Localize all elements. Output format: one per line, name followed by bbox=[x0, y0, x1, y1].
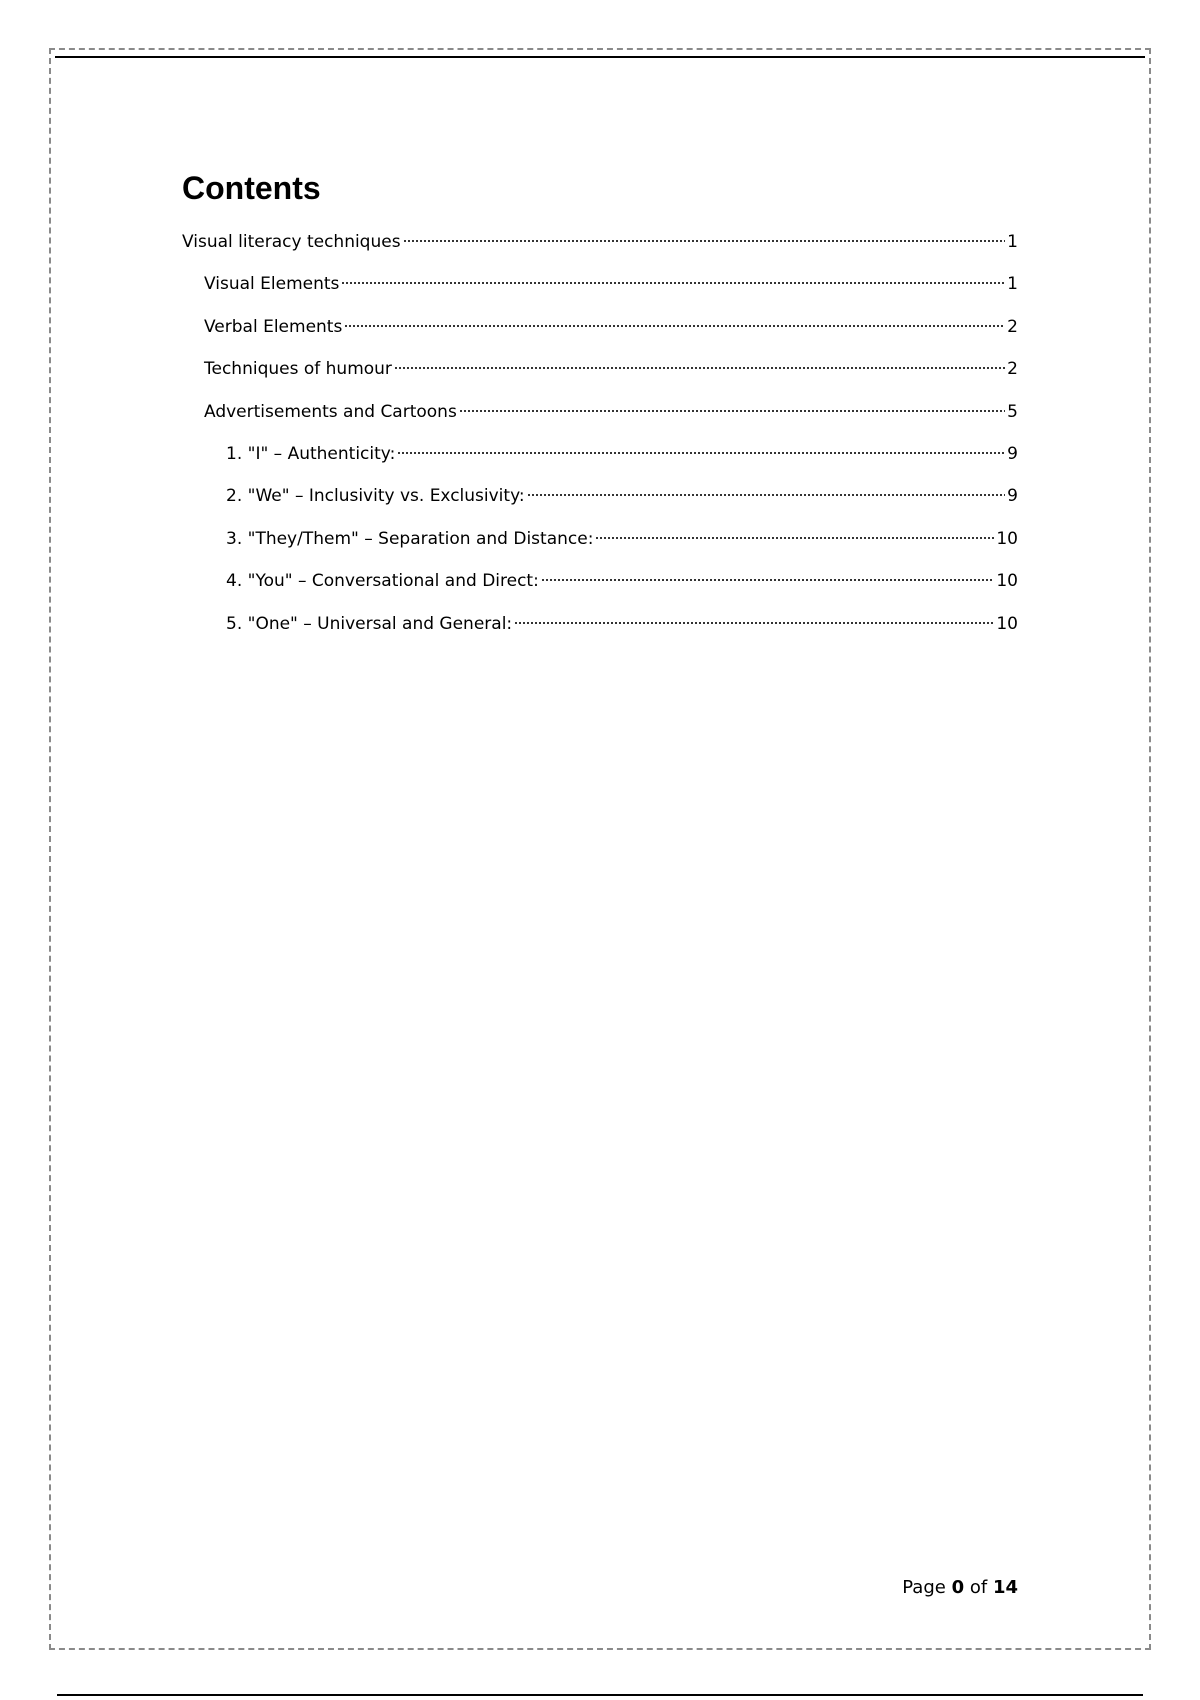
toc-entry[interactable] bbox=[182, 567, 1018, 609]
toc-entry-page: 9 bbox=[1007, 486, 1018, 507]
toc-entry-page: 10 bbox=[996, 613, 1018, 634]
header-rule bbox=[55, 56, 1145, 58]
toc-entry[interactable] bbox=[182, 440, 1018, 482]
toc-entry-page: 1 bbox=[1007, 274, 1018, 295]
toc-dot-leader bbox=[397, 452, 1005, 454]
toc-entry-page: 1 bbox=[1007, 232, 1018, 252]
toc-entry-page: 2 bbox=[1007, 316, 1018, 337]
toc-dot-leader bbox=[527, 494, 1006, 496]
toc-dot-leader bbox=[459, 410, 1005, 412]
page-number-footer bbox=[902, 1576, 1018, 1600]
footer-of-word: of bbox=[969, 1577, 988, 1598]
footer-current-page: 0 bbox=[951, 1577, 965, 1598]
toc-dot-leader bbox=[341, 282, 1005, 284]
toc-entry[interactable] bbox=[182, 228, 1018, 270]
toc-dot-leader bbox=[514, 622, 994, 624]
toc-entry-text[interactable]: Verbal Elements bbox=[204, 316, 343, 337]
toc-entry[interactable] bbox=[182, 398, 1018, 440]
toc-entry-text[interactable]: Advertisements and Cartoons bbox=[204, 401, 457, 422]
footer-total-pages: 14 bbox=[992, 1577, 1018, 1598]
toc-dot-leader bbox=[595, 537, 994, 539]
toc-entry-text[interactable]: 4. "You" – Conversational and Direct: bbox=[226, 571, 539, 592]
toc-entry-page: 10 bbox=[996, 571, 1018, 592]
toc-entry-text[interactable]: Visual Elements bbox=[204, 274, 340, 295]
toc-entry[interactable] bbox=[182, 270, 1018, 312]
table-of-contents bbox=[182, 228, 1018, 652]
contents-heading: Contents bbox=[182, 170, 321, 206]
toc-dot-leader bbox=[403, 240, 1006, 242]
toc-entry-page: 2 bbox=[1007, 359, 1018, 380]
toc-dot-leader bbox=[344, 325, 1005, 327]
toc-entry[interactable] bbox=[182, 482, 1018, 524]
toc-entry-page: 10 bbox=[996, 528, 1018, 549]
toc-entry-page: 5 bbox=[1007, 401, 1018, 422]
footer-page-word: Page bbox=[902, 1577, 946, 1598]
toc-entry-text[interactable]: 5. "One" – Universal and General: bbox=[226, 613, 513, 634]
toc-entry[interactable] bbox=[182, 355, 1018, 397]
toc-dot-leader bbox=[394, 367, 1005, 369]
next-page-header-rule bbox=[57, 1694, 1143, 1696]
toc-entry-text[interactable]: 2. "We" – Inclusivity vs. Exclusivity: bbox=[226, 486, 525, 507]
toc-entry-text[interactable]: 3. "They/Them" – Separation and Distance: bbox=[226, 528, 594, 549]
toc-entry[interactable] bbox=[182, 525, 1018, 567]
toc-entry[interactable] bbox=[182, 610, 1018, 652]
toc-entry-text[interactable]: Techniques of humour bbox=[204, 359, 392, 380]
toc-dot-leader bbox=[541, 579, 995, 581]
toc-entry-text[interactable]: Visual literacy techniques bbox=[182, 232, 401, 252]
toc-entry-page: 9 bbox=[1007, 443, 1018, 464]
toc-entry-text[interactable]: 1. "I" – Authenticity: bbox=[226, 443, 396, 464]
toc-entry[interactable] bbox=[182, 313, 1018, 355]
